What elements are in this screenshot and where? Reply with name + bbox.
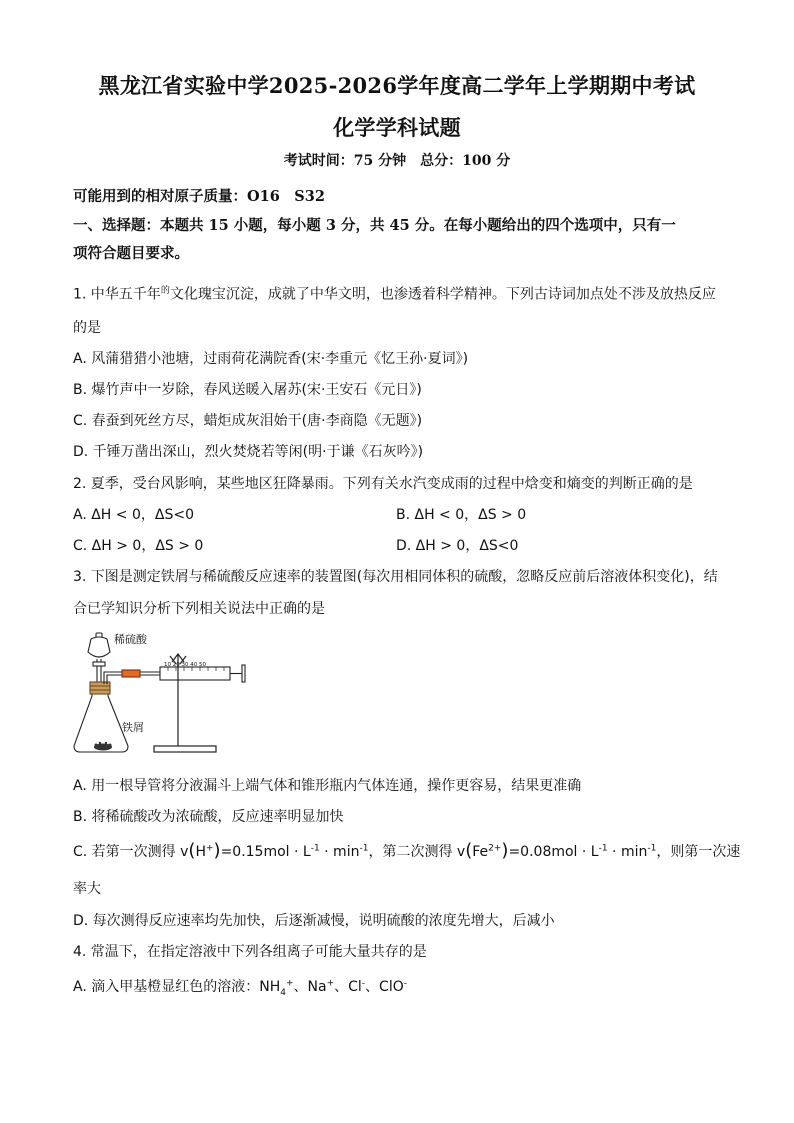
q3-c-exp4: -1	[647, 843, 657, 854]
conical-flask	[74, 682, 128, 752]
q4-a-na-sup: +	[326, 978, 335, 989]
q3-c-val2: =0.08mol · L	[508, 844, 599, 860]
q3-c-ion2: Fe	[472, 844, 489, 860]
q3-stem-line2: 合已学知识分析下列相关说法中正确的是	[73, 601, 325, 617]
q3-option-c	[73, 840, 740, 861]
q1-stem	[73, 283, 716, 304]
syringe-scale: 10 20 30 40 50	[164, 662, 206, 668]
q3-c-exp3: -1	[598, 843, 608, 854]
q2-option-d: D. ΔH > 0，ΔS<0	[396, 538, 519, 554]
q1-stem-line2: 的是	[73, 320, 101, 336]
q4-option-a	[73, 976, 407, 998]
q4-a-nh4-sup: +	[285, 978, 294, 989]
q1-stem-b: 文化瑰宝沉淀，成就了中华文明，也渗透着科学精神。下列古诗词加点处不涉及放热反应	[169, 286, 716, 303]
q3-option-d: D. 每次测得反应速率均先加快，后逐渐减慢，说明硫酸的浓度先增大，后减小	[73, 913, 555, 929]
q3-c-min2: · min	[607, 844, 648, 860]
q2-option-a: A. ΔH < 0，ΔS<0	[73, 507, 194, 523]
q1-option-b: B. 爆竹声中一岁除，春风送暖入屠苏(宋·王安石《元日》)	[73, 382, 422, 398]
paren-close: )	[213, 840, 221, 861]
q2-stem: 2. 夏季，受台风影响，某些地区狂降暴雨。下列有关水汽变成雨的过程中焓变和熵变的判断正确的是	[73, 476, 693, 492]
reaction-rate-apparatus-figure	[70, 632, 250, 756]
q3-c-suffix: ，则第一次速	[656, 844, 741, 860]
q1-stem-a: 1. 中华五千年	[73, 286, 161, 303]
q3-c-ion1-charge: +	[205, 843, 214, 854]
atomic-mass-note: 可能用到的相对原子质量：O16 S32	[73, 188, 325, 205]
paren-open: (	[188, 840, 196, 861]
q4-a-cl-sup: -	[361, 978, 366, 989]
q3-c-ion1: H	[195, 844, 206, 860]
q1-option-c: C. 春蚕到死丝方尽，蜡炬成灰泪始干(唐·李商隐《无题》)	[73, 413, 423, 429]
q4-a-nh4-sub: 4	[280, 987, 286, 998]
q3-c-val1: =0.15mol · L	[220, 844, 311, 860]
q3-c-ion2-charge: 2+	[488, 843, 502, 854]
q1-stem-mark: 的	[160, 286, 170, 296]
q4-a-clo-sup: -	[403, 978, 407, 989]
exam-info: 考试时间：75 分钟 总分：100 分	[283, 153, 511, 169]
q1-option-d: D. 千锤万凿出深山，烈火焚烧若等闲(明·于谦《石灰吟》)	[73, 444, 424, 460]
section-heading-line1: 一、选择题：本题共 15 小题，每小题 3 分，共 45 分。在每小题给出的四个选项中，只有一	[73, 217, 676, 234]
q2-option-c: C. ΔH > 0，ΔS > 0	[73, 538, 204, 554]
q3-stem-line1: 3. 下图是测定铁屑与稀硫酸反应速率的装置图(每次用相同体积的硫酸，忽略反应前后溶液体积变化)，结	[73, 569, 718, 585]
q3-c-prefix: C. 若第一次测得 v	[73, 844, 189, 860]
delivery-tube	[104, 670, 160, 684]
q3-c-min1: · min	[319, 844, 360, 860]
q3-c-exp2: -1	[359, 843, 369, 854]
q4-stem: 4. 常温下，在指定溶液中下列各组离子可能大量共存的是	[73, 944, 427, 960]
q3-option-a: A. 用一根导管将分液漏斗上端气体和锥形瓶内气体连通，操作更容易，结果更准确	[73, 778, 582, 794]
q3-option-b: B. 将稀硫酸改为浓硫酸，反应速率明显加快	[73, 809, 344, 825]
paren-close: )	[501, 840, 509, 861]
q1-option-a: A. 风蒲猎猎小池塘，过雨荷花满院香(宋·李重元《忆王孙·夏词》)	[73, 351, 469, 367]
q4-a-clo: 、ClO	[365, 979, 404, 995]
q3-c-mid: ，第二次测得 v	[368, 844, 466, 860]
apparatus-drawing	[70, 632, 250, 756]
q4-a-cl: 、Cl	[334, 979, 362, 995]
q2-option-b: B. ΔH < 0，ΔS > 0	[396, 507, 527, 523]
section-heading-line2: 项符合题目要求。	[73, 245, 189, 262]
label-iron-filings: 铁屑	[122, 721, 144, 734]
q3-option-c-line2: 率大	[73, 881, 101, 897]
q4-a-prefix: A. 滴入甲基橙显红色的溶液：NH	[73, 979, 281, 995]
q4-a-na: 、Na	[293, 979, 327, 995]
paren-open: (	[465, 840, 473, 861]
exam-title: 黑龙江省实验中学2025-2026学年度高二学年上学期期中考试	[98, 73, 696, 98]
q3-c-exp1: -1	[310, 843, 320, 854]
subject-title: 化学学科试题	[333, 115, 461, 140]
label-dilute-sulfuric-acid: 稀硫酸	[114, 633, 147, 646]
